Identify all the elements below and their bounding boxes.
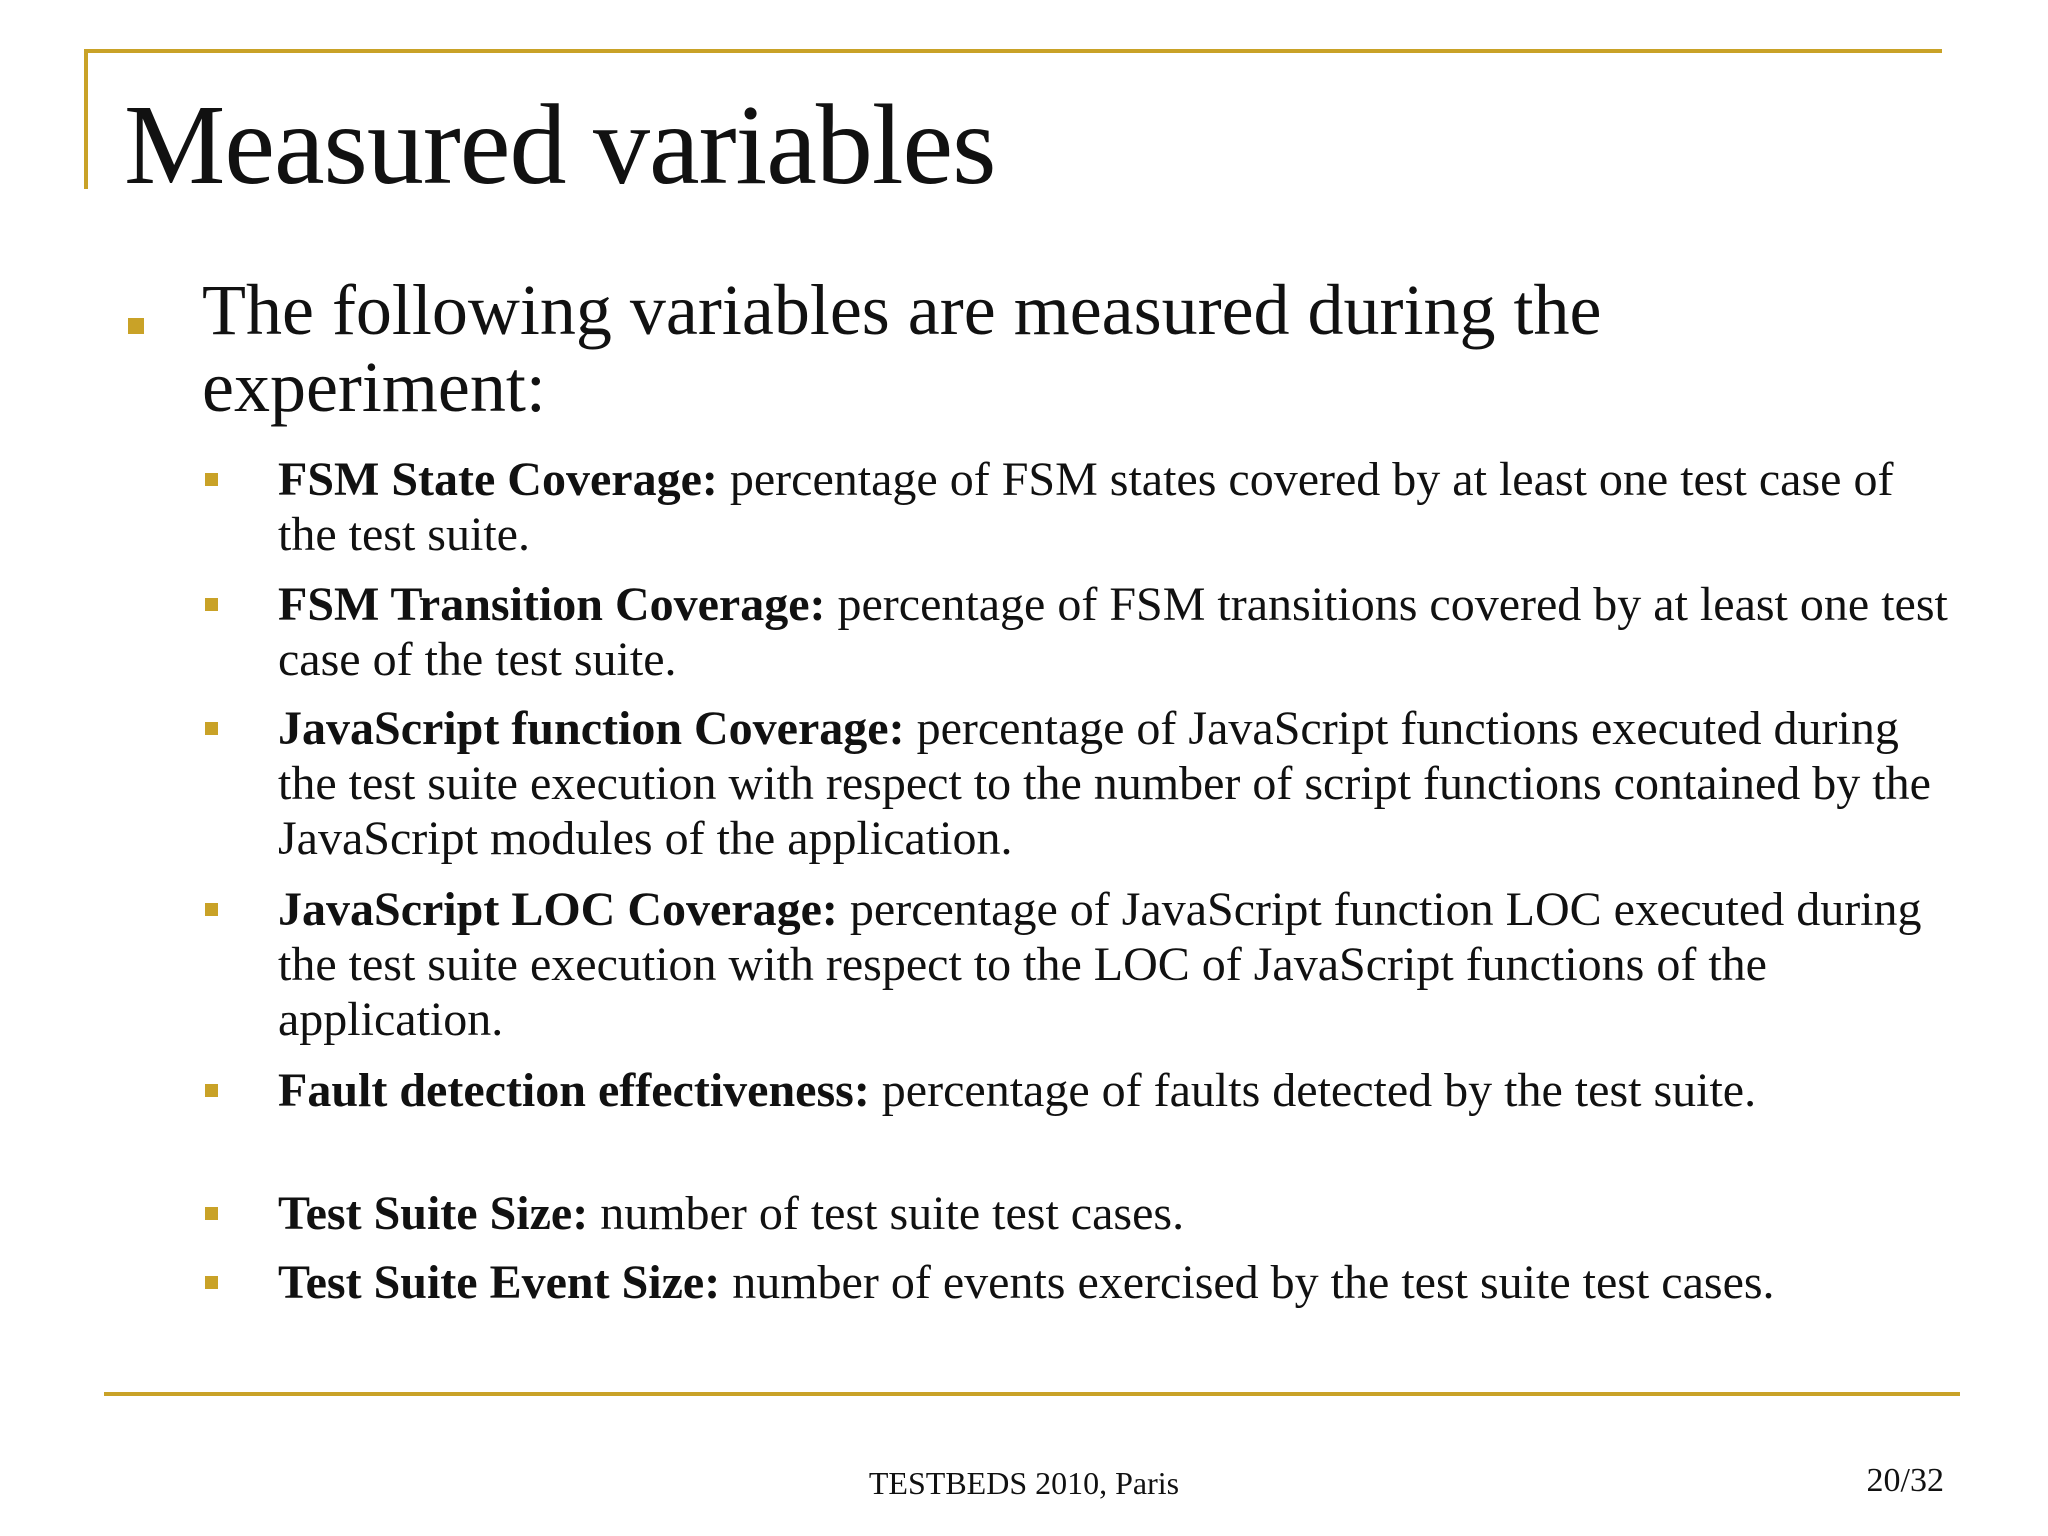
list-item [278,452,1948,562]
item-term: Fault detection effectiveness: [278,1064,870,1117]
list-bullet-icon [205,1084,218,1097]
list-bullet-icon [205,1276,218,1289]
list-item [278,882,1948,1047]
item-description: number of events exercised by the test suite test cases. [720,1256,1775,1309]
list-bullet-icon [205,722,218,735]
slide-footer-rule [104,1392,1960,1396]
list-item [278,1063,1948,1118]
item-description: percentage of faults detected by the test suite. [869,1064,1757,1117]
item-term: FSM Transition Coverage: [278,578,826,631]
item-term: JavaScript LOC Coverage: [278,883,838,936]
item-description: percentage of FSM transitions covered by at least one test case of the test suite. [278,578,1948,686]
item-description: number of test suite test cases. [588,1187,1185,1240]
slide-title: Measured variables [124,81,996,208]
page-number: 20/32 [1866,1462,1944,1499]
list-item [278,1186,1948,1241]
item-description: percentage of JavaScript function LOC executed during the test suite execution with respect to the LOC of JavaScript functions of the application. [278,883,1922,1046]
item-term: JavaScript function Coverage: [278,702,905,755]
list-item [278,701,1948,866]
list-bullet-icon [205,1207,218,1220]
item-term: FSM State Coverage: [278,453,718,506]
item-term: Test Suite Event Size: [278,1256,721,1309]
footer-event-label: TESTBEDS 2010, Paris [868,1465,1180,1501]
list-bullet-icon [205,903,218,916]
list-item [278,577,1948,687]
item-description: percentage of JavaScript functions executed during the test suite execution with respect to the number of script functions contained by the JavaScript modules of the application. [278,702,1931,865]
list-bullet-icon [205,473,218,486]
intro-text: The following variables are measured during the experiment: [202,270,1602,427]
list-item [278,1255,1948,1310]
item-description: percentage of FSM states covered by at least one test case of the test suite. [278,453,1894,561]
list-bullet-icon [205,598,218,611]
item-term: Test Suite Size: [278,1187,589,1240]
